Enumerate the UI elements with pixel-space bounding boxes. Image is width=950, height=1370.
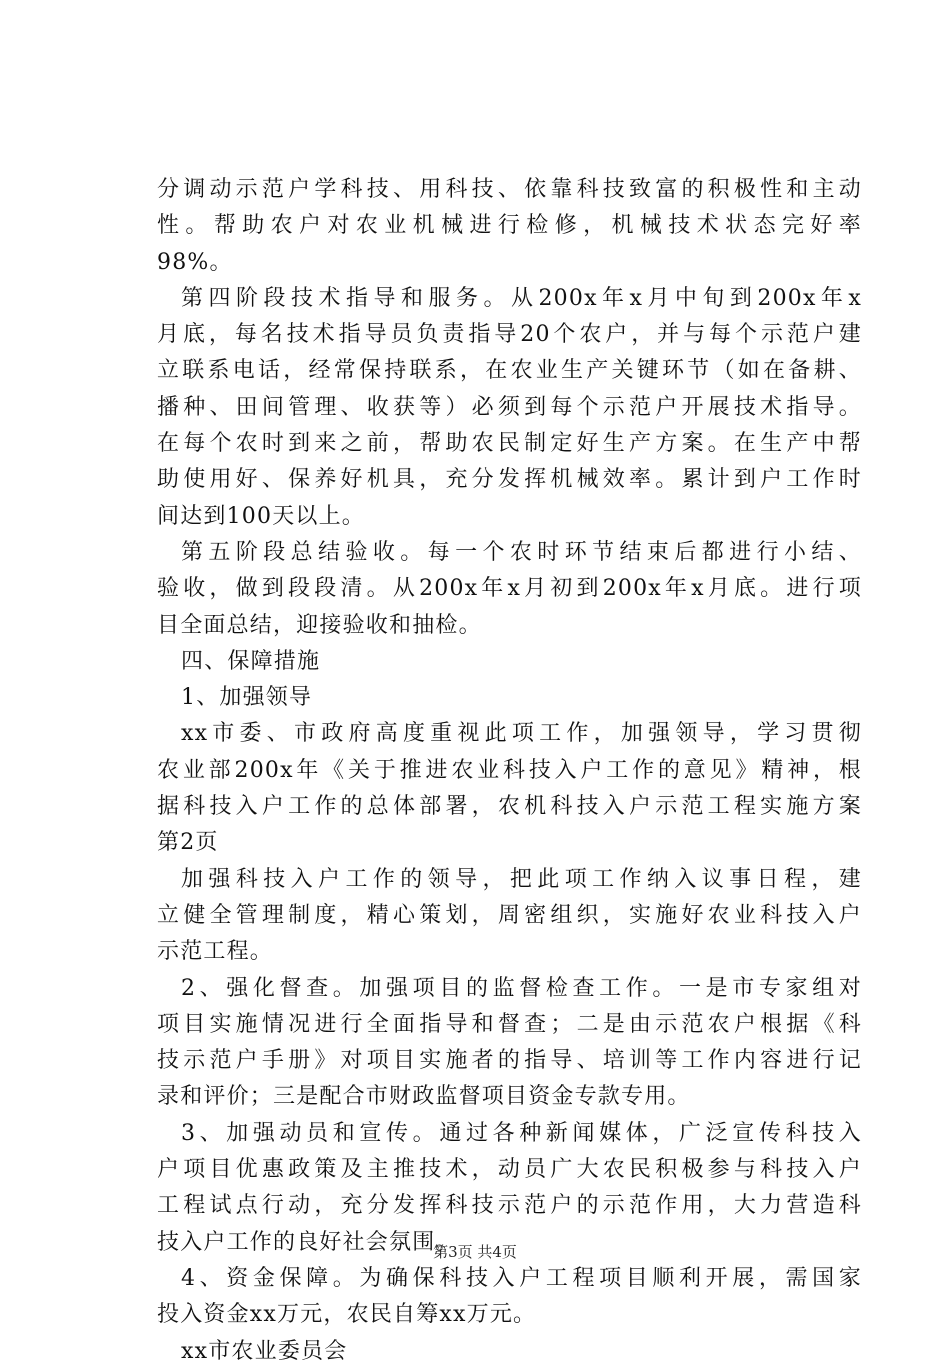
text-line: 第四阶段技术指导和服务。从200x年x月中旬到200x年x [181,285,862,311]
signature-line: xx市农业委员会 [181,1338,348,1364]
page-number-footer: 第3页 共4页 [433,1243,517,1261]
text-line: 立健全管理制度，精心策划，周密组织，实施好农业科技入户 [157,902,862,928]
text-line: 98%。 [157,249,233,275]
text-line: 工程试点行动，充分发挥科技示范户的示范作用，大力营造科 [157,1193,862,1219]
text-line: 第五阶段总结验收。每一个农时环节结束后都进行小结、 [181,539,862,565]
text-line: 月底，每名技术指导员负责指导20个农户，并与每个示范户建 [157,322,862,348]
text-line: 分调动示范户学科技、用科技、依靠科技致富的积极性和主动 [157,177,862,202]
text-line: 示范工程。 [157,939,274,965]
text-line: 助使用好、保养好机具，充分发挥机械效率。累计到户工作时 [157,467,862,493]
text-line: 项目实施情况进行全面指导和督查；二是由示范农户根据《科 [157,1011,862,1037]
text-line: xx市委、市政府高度重视此项工作，加强领导，学习贯彻 [181,721,862,747]
text-line: 3、加强动员和宣传。通过各种新闻媒体，广泛宣传科技入 [181,1120,862,1146]
text-line: 目全面总结，迎接验收和抽检。 [157,612,482,638]
text-line: 技示范户手册》对项目实施者的指导、培训等工作内容进行记 [157,1048,862,1074]
text-line: 在每个农时到来之前，帮助农民制定好生产方案。在生产中帮 [157,431,862,457]
text-line: 技入户工作的良好社会氛围。 [157,1229,459,1255]
text-line: 投入资金xx万元，农民自筹xx万元。 [157,1302,537,1328]
text-line: 验收，做到段段清。从200x年x月初到200x年x月底。进行项 [157,576,862,602]
text-line: 间达到100天以上。 [157,503,365,529]
subsection-heading: 1、加强领导 [181,685,313,711]
page-marker: 第2页 [157,830,219,856]
text-line: 录和评价；三是配合市财政监督项目资金专款专用。 [157,1084,691,1110]
section-heading: 四、保障措施 [181,648,321,674]
text-line: 立联系电话，经常保持联系，在农业生产关键环节（如在备耕、 [157,358,862,384]
text-line: 加强科技入户工作的领导，把此项工作纳入议事日程，建 [181,866,862,892]
text-line: 农业部200x年《关于推进农业科技入户工作的意见》精神，根 [157,757,862,783]
text-line: 据科技入户工作的总体部署，农机科技入户示范工程实施方案 [157,794,862,820]
text-line: 户项目优惠政策及主推技术，动员广大农民积极参与科技入户 [157,1157,862,1183]
text-line: 性。帮助农户对农业机械进行检修，机械技术状态完好率 [157,213,862,239]
text-line: 4、资金保障。为确保科技入户工程项目顺利开展，需国家 [181,1265,862,1291]
text-line: 播种、田间管理、收获等）必须到每个示范户开展技术指导。 [157,394,862,420]
text-line: 2、强化督查。加强项目的监督检查工作。一是市专家组对 [181,975,862,1001]
document-body [157,172,862,1370]
